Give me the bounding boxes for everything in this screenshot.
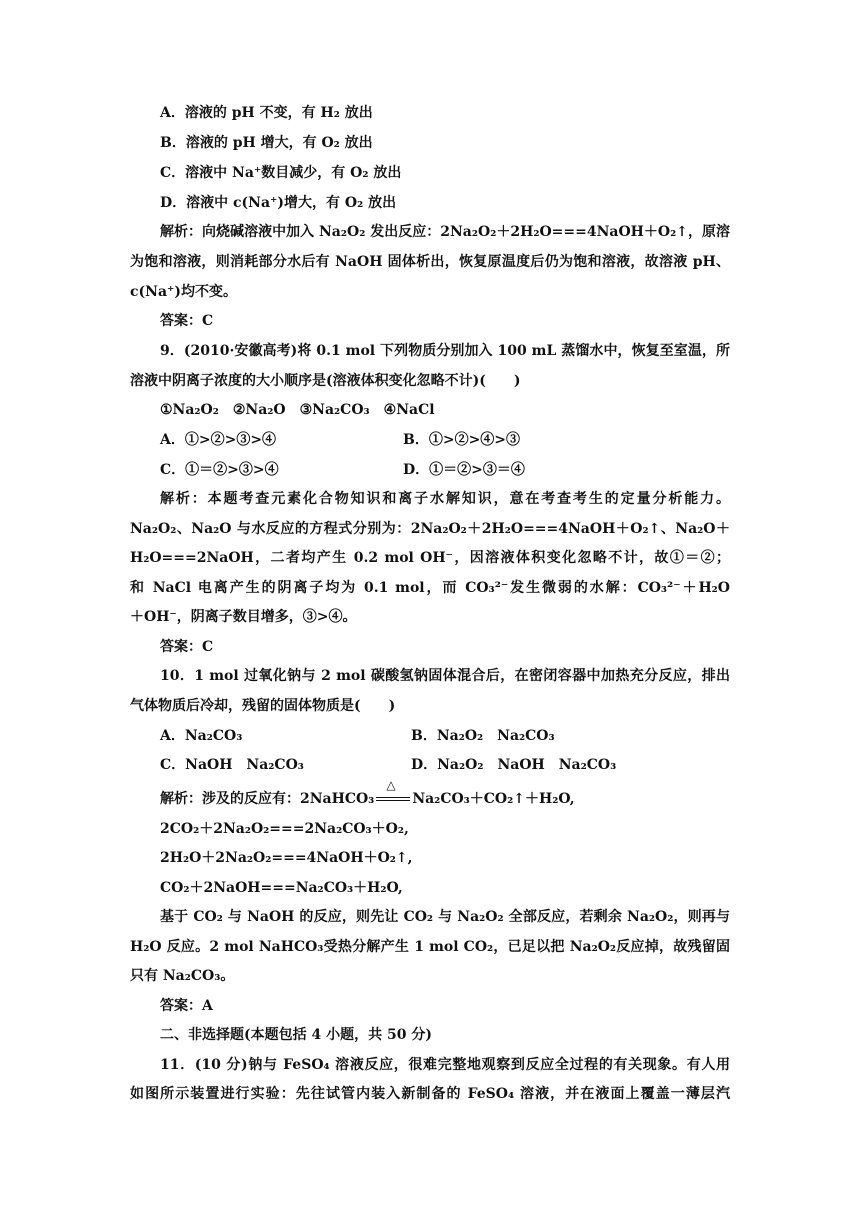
q9-stem-line-2: 溶液中阴离子浓度的大小顺序是(溶液体积变化忽略不计)( ) — [130, 373, 521, 389]
q8-analysis-line-1: 解析：向烧碱溶液中加入 Na₂O₂ 发出反应：2Na₂O₂＋2H₂O===4NaOH＋O₂↑，原溶 — [160, 224, 730, 240]
q10-option-d: D．Na₂O₂ NaOH Na₂CO₃ — [411, 757, 617, 773]
q8-option-c: C．溶液中 Na⁺数目减少，有 O₂ 放出 — [160, 165, 402, 181]
q10-analysis-head-text: 解析：涉及的反应有：2NaHCO₃ — [160, 791, 375, 807]
q11-stem-line-1: 11．(10 分)钠与 FeSO₄ 溶液反应，很难完整地观察到反应全过程的有关现象。有人用 — [160, 1057, 730, 1073]
q10-eq-2: 2CO₂＋2Na₂O₂===2Na₂CO₃＋O₂, — [160, 821, 409, 837]
q9-stem-line-1: 9．(2010·安徽高考)将 0.1 mol 下列物质分别加入 100 mL 蒸馏水中，恢复至室温，所 — [160, 343, 730, 359]
q9-analysis-line-5: ＋OH⁻，阴离子数目增多，③>④。 — [130, 609, 357, 625]
q9-analysis-line-4: 和 NaCl 电离产生的阴离子均为 0.1 mol，而 CO₃²⁻发生微弱的水解：CO₃²⁻＋H₂O — [130, 580, 730, 596]
q10-analysis-line-2: H₂O 反应。2 mol NaHCO₃受热分解产生 1 mol CO₂，已足以把 Na₂O₂反应掉，故残留固 — [130, 939, 730, 955]
q10-option-a: A．Na₂CO₃ — [160, 728, 243, 744]
q9-option-c: C．①＝②>③>④ — [160, 462, 279, 478]
delta-symbol: △ — [386, 778, 396, 792]
q10-analysis-head — [160, 778, 575, 809]
q9-analysis-line-3: H₂O===2NaOH，二者均产生 0.2 mol OH⁻，因溶液体积变化忽略不计，故①＝②； — [130, 550, 730, 566]
q9-option-a: A．①>②>③>④ — [160, 432, 277, 448]
q8-analysis-line-3: c(Na⁺)均不变。 — [130, 284, 238, 300]
q8-option-d: D．溶液中 c(Na⁺)增大，有 O₂ 放出 — [160, 195, 397, 211]
q10-eq-3: 2H₂O＋2Na₂O₂===4NaOH＋O₂↑, — [160, 850, 413, 866]
q8-option-b: B．溶液的 pH 增大，有 O₂ 放出 — [160, 135, 373, 151]
q10-analysis-head-tail: Na₂CO₃＋CO₂↑＋H₂O, — [412, 791, 575, 807]
q9-analysis-line-1: 解析：本题考查元素化合物知识和离子水解知识，意在考查考生的定量分析能力。 — [160, 491, 730, 507]
q10-option-c: C．NaOH Na₂CO₃ — [160, 757, 304, 773]
q9-analysis-line-2: Na₂O₂、Na₂O 与水反应的方程式分别为：2Na₂O₂＋2H₂O===4NaOH＋O₂↑、Na₂O＋ — [130, 521, 730, 537]
q8-answer: 答案：C — [160, 313, 214, 329]
q11-stem-line-2: 如图所示装置进行实验：先往试管内装入新制备的 FeSO₄ 溶液，并在液面上覆盖一薄层汽 — [130, 1086, 730, 1102]
q9-items: ①Na₂O₂ ②Na₂O ③Na₂CO₃ ④NaCl — [160, 402, 435, 418]
q10-eq-4: CO₂＋2NaOH===Na₂CO₃＋H₂O, — [160, 880, 403, 896]
q8-option-a: A．溶液的 pH 不变，有 H₂ 放出 — [160, 105, 373, 121]
q9-option-b: B．①>②>④>③ — [403, 432, 521, 448]
q10-analysis-line-1: 基于 CO₂ 与 NaOH 的反应，则先让 CO₂ 与 Na₂O₂ 全部反应，若剩余 Na₂O₂，则再与 — [160, 909, 730, 925]
q10-option-b: B．Na₂O₂ Na₂CO₃ — [411, 728, 555, 744]
q9-option-d: D．①＝②>③＝④ — [403, 462, 525, 478]
q9-answer: 答案：C — [160, 639, 214, 655]
q8-analysis-line-2: 为饱和溶液，则消耗部分水后有 NaOH 固体析出，恢复原温度后仍为饱和溶液，故溶液 pH、 — [130, 254, 730, 270]
q10-stem-line-2: 气体物质后冷却，残留的固体物质是( ) — [130, 698, 396, 714]
double-line-icon — [376, 797, 410, 801]
q10-answer: 答案：A — [160, 998, 213, 1014]
q10-stem-line-1: 10．1 mol 过氧化钠与 2 mol 碳酸氢钠固体混合后，在密闭容器中加热充分反应，排出 — [160, 668, 730, 684]
q10-analysis-line-3: 只有 Na₂CO₃。 — [130, 968, 235, 984]
reaction-arrow-heating — [374, 778, 412, 809]
section-title: 二、非选择题(本题包括 4 小题，共 50 分) — [160, 1027, 432, 1043]
